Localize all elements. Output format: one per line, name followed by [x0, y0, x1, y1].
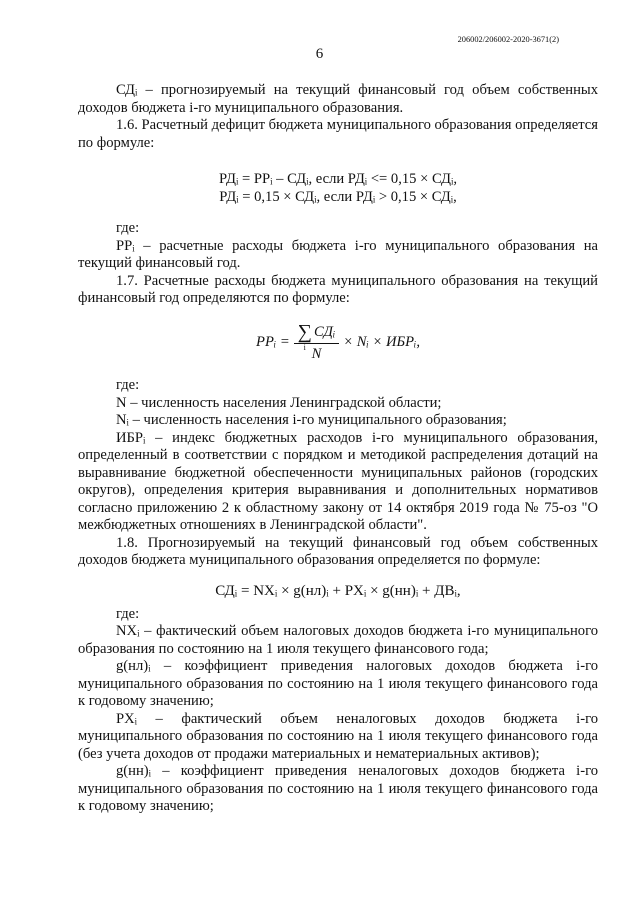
fraction-denominator: N — [311, 345, 322, 362]
paragraph: Nᵢ – численность населения i-го муниципального образования; — [116, 412, 507, 429]
paragraph: N – численность населения Ленинградской области; — [116, 394, 442, 411]
formula-line: РДᵢ = 0,15 × СДᵢ, если РДᵢ > 0,15 × СДᵢ, — [219, 189, 457, 206]
paragraph: g(нл)ᵢ – коэффициент приведения налоговых доходов бюджета i-го муниципального образования по состоянию на 1 июля текущего финансового года к годовому значению; — [78, 658, 598, 710]
paragraph: ИБРᵢ – индекс бюджетных расходов i-го муниципального образования, определенный в соответствии с порядком и методикой распределения дотаций на выравнивание бюджетной обеспеченности муниципальных районов (городских округов), определения критерия выравнивания и дополнительных нормативов согласно приложению 2 к областному закону от 14 октября 2019 года № 75-оз "О межбюджетных отношениях в Ленинградской области". — [78, 429, 598, 534]
section-1-7: 1.7. Расчетные расходы бюджета муниципального образования на текущий финансовый год определяются по формуле: — [78, 272, 598, 307]
where-label: где: — [116, 605, 140, 622]
fraction — [294, 322, 340, 364]
paragraph: g(нн)ᵢ – коэффициент приведения неналоговых доходов бюджета i-го муниципального образования по состоянию на 1 июля текущего финансового года к годовому значению; — [78, 763, 598, 815]
section-1-6: 1.6. Расчетный дефицит бюджета муниципального образования определяется по формуле: — [78, 117, 598, 151]
formula-line: РДᵢ = РРᵢ – СДᵢ, если РДᵢ <= 0,15 × СДᵢ, — [219, 171, 457, 187]
paragraph: PXᵢ – фактический объем неналоговых доходов бюджета i-го муниципального образования по состоянию на 1 июля текущего финансового года (без учета доходов от продажи материальных и нематериальных активов); — [78, 710, 598, 762]
page-number: 6 — [315, 46, 324, 62]
formula-lhs: PPᵢ = — [256, 333, 290, 350]
document-id: 206002/206002-2020-3671(2) — [457, 35, 559, 44]
formula-own-revenue: СДᵢ = NXᵢ × g(нл)ᵢ + PXᵢ × g(нн)ᵢ + ДВᵢ, — [215, 582, 461, 599]
fraction-numerator: ∑ i СДᵢ — [294, 322, 340, 344]
sum-index: i — [303, 342, 306, 352]
paragraph: СДᵢ – прогнозируемый на текущий финансовый год объем собственных доходов бюджета i-го муниципального образования. — [78, 82, 598, 116]
section-1-8: 1.8. Прогнозируемый на текущий финансовый год объем собственных доходов бюджета муниципального образования определяется по формуле: — [78, 534, 598, 569]
sum-symbol: ∑ i — [297, 320, 312, 352]
formula-deficit — [78, 170, 598, 206]
where-label: где: — [116, 220, 140, 237]
where-label: где: — [116, 377, 140, 394]
formula-expenses — [78, 322, 598, 364]
paragraph: NXᵢ – фактический объем налоговых доходов бюджета i-го муниципального образования по состоянию на 1 июля текущего финансового года; — [78, 623, 598, 657]
document-body — [78, 82, 598, 816]
paragraph: РРᵢ – расчетные расходы бюджета i-го муниципального образования на текущий финансовый год. — [78, 237, 598, 272]
formula-rhs: × Nᵢ × ИБРᵢ, — [343, 333, 420, 350]
